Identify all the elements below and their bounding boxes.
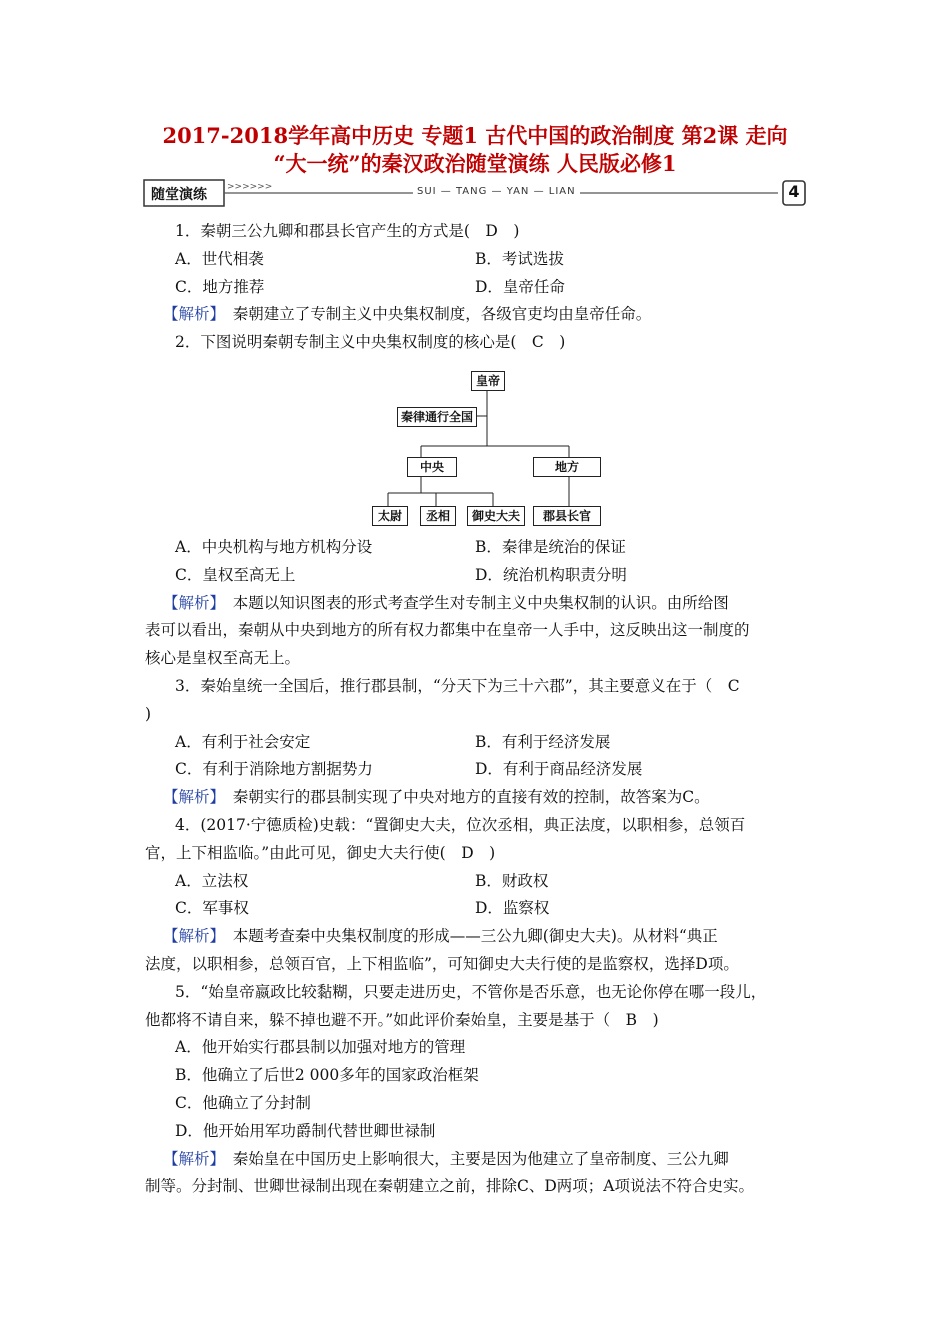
q1-explain-text: 秦朝建立了专制主义中央集权制度，各级官吏均由皇帝任命。	[217, 305, 652, 324]
q2-explain-text-1: 本题以知识图表的形式考查学生对专制主义中央集权制的认识。由所给图	[217, 593, 729, 612]
q5-option-c: C．他确立了分封制	[175, 1093, 311, 1112]
q5-option-a: A．他开始实行郡县制以加强对地方的管理	[175, 1038, 466, 1057]
q1-explain-tag: 【解析】	[163, 305, 218, 324]
q1-options-row-1	[145, 246, 805, 274]
banner-label: 随堂演练	[151, 187, 207, 203]
q4-explanation-line-2: 法度，以职相参，总领百官，上下相监临”，可知御史大夫行使的是监察权，选择D项。	[145, 954, 739, 973]
box-emperor: 皇帝	[471, 371, 505, 391]
banner-pinyin: SUI — TANG — YAN — LIAN	[413, 186, 580, 197]
q5-explain-text-1: 秦始皇在中国历史上影响很大，主要是因为他建立了皇帝制度、三公九卿	[217, 1149, 729, 1168]
q5-explain-tag: 【解析】	[163, 1149, 218, 1168]
q3-options-row-1	[145, 729, 805, 757]
q2-options-row-1	[145, 534, 805, 562]
q4-option-b: B．财政权	[475, 871, 549, 890]
q2-explain-tag: 【解析】	[163, 593, 218, 612]
banner-arrows: >>>>>>	[227, 182, 273, 192]
question-list	[145, 218, 805, 1201]
q2-option-d: D．统治机构职责分明	[475, 565, 627, 584]
box-taiwei: 太尉	[372, 506, 408, 526]
box-yushi: 御史大夫	[467, 506, 525, 526]
q4-stem-line-2: 官，上下相监临。”由此可见，御史大夫行使( D )	[145, 843, 496, 862]
q5-option-b: B．他确立了后世2 000多年的国家政治框架	[175, 1066, 479, 1085]
q3-explanation	[145, 784, 805, 812]
q2-explanation-line-1	[145, 590, 805, 618]
q2-options-row-2	[145, 562, 805, 590]
q3-option-b: B．有利于经济发展	[475, 732, 611, 751]
q2-stem: 2．下图说明秦朝专制主义中央集权制度的核心是( C )	[175, 333, 566, 352]
q1-explanation	[145, 301, 805, 329]
q3-option-a: A．有利于社会安定	[175, 732, 311, 751]
banner-number: 4	[788, 182, 800, 201]
q4-explain-text-1: 本题考查秦中央集权制度的形成——三公九卿(御史大夫)。从材料“典正	[217, 927, 718, 946]
box-junxian: 郡县长官	[533, 506, 601, 526]
q5-stem-line-1: 5．“始皇帝嬴政比较黏糊，只要走进历史，不管你是否乐意，也无论你停在哪一段儿，	[175, 982, 767, 1001]
q2-option-a: A．中央机构与地方机构分设	[175, 537, 373, 556]
q3-option-d: D．有利于商品经济发展	[475, 760, 643, 779]
q3-options-row-2	[145, 756, 805, 784]
document-title	[100, 122, 850, 178]
box-central: 中央	[407, 457, 457, 477]
q3-explain-tag: 【解析】	[163, 788, 218, 807]
q3-stem-line-1: 3．秦始皇统一全国后，推行郡县制，“分天下为三十六郡”，其主要意义在于（ C	[175, 676, 740, 695]
section-banner	[143, 177, 809, 209]
title-line-2: “大一统”的秦汉政治随堂演练 人民版必修1	[273, 151, 677, 176]
q2-option-c: C．皇权至高无上	[175, 565, 296, 584]
q3-stem-line-2: )	[145, 704, 152, 723]
box-chengxiang: 丞相	[420, 506, 456, 526]
q4-options-row-1	[145, 868, 805, 896]
q5-stem-line-2: 他都将不请自来，躲不掉也避不开。”如此评价秦始皇，主要是基于（ B )	[145, 1010, 659, 1029]
q4-explanation-line-1	[145, 923, 805, 951]
q1-option-a: A．世代相袭	[175, 249, 264, 268]
q2-explanation-line-3: 核心是皇权至高无上。	[145, 649, 301, 668]
q1-stem: 1．秦朝三公九卿和郡县长官产生的方式是( D )	[175, 222, 520, 240]
q4-option-a: A．立法权	[175, 871, 249, 890]
q4-option-d: D．监察权	[475, 899, 550, 918]
q1-options-row-2	[145, 274, 805, 302]
q4-option-c: C．军事权	[175, 899, 249, 918]
q1-option-b: B．考试选拔	[475, 249, 564, 268]
qin-power-diagram	[145, 361, 805, 526]
q5-option-d: D．他开始用军功爵制代替世卿世禄制	[175, 1121, 436, 1140]
q5-explanation-line-1	[145, 1146, 805, 1174]
q4-stem-line-1: 4．(2017·宁德质检)史载：“置御史大夫，位次丞相，典正法度，以职相参，总领百	[175, 815, 746, 834]
q2-explanation-line-2: 表可以看出，秦朝从中央到地方的所有权力都集中在皇帝一人手中，这反映出这一制度的	[145, 621, 750, 640]
q3-explain-text: 秦朝实行的郡县制实现了中央对地方的直接有效的控制，故答案为C。	[217, 788, 710, 807]
q5-explanation-line-2: 制等。分封制、世卿世禄制出现在秦朝建立之前，排除C、D两项；A项说法不符合史实。	[145, 1177, 754, 1196]
title-line-1: 2017-2018学年高中历史 专题1 古代中国的政治制度 第2课 走向	[162, 123, 788, 148]
q1-option-d: D．皇帝任命	[475, 277, 565, 296]
box-law: 秦律通行全国	[397, 407, 477, 427]
q4-explain-tag: 【解析】	[163, 927, 218, 946]
q2-option-b: B．秦律是统治的保证	[475, 537, 626, 556]
q1-option-c: C．地方推荐	[175, 277, 265, 296]
q3-option-c: C．有利于消除地方割据势力	[175, 760, 373, 779]
box-local: 地方	[533, 457, 601, 477]
q4-options-row-2	[145, 895, 805, 923]
